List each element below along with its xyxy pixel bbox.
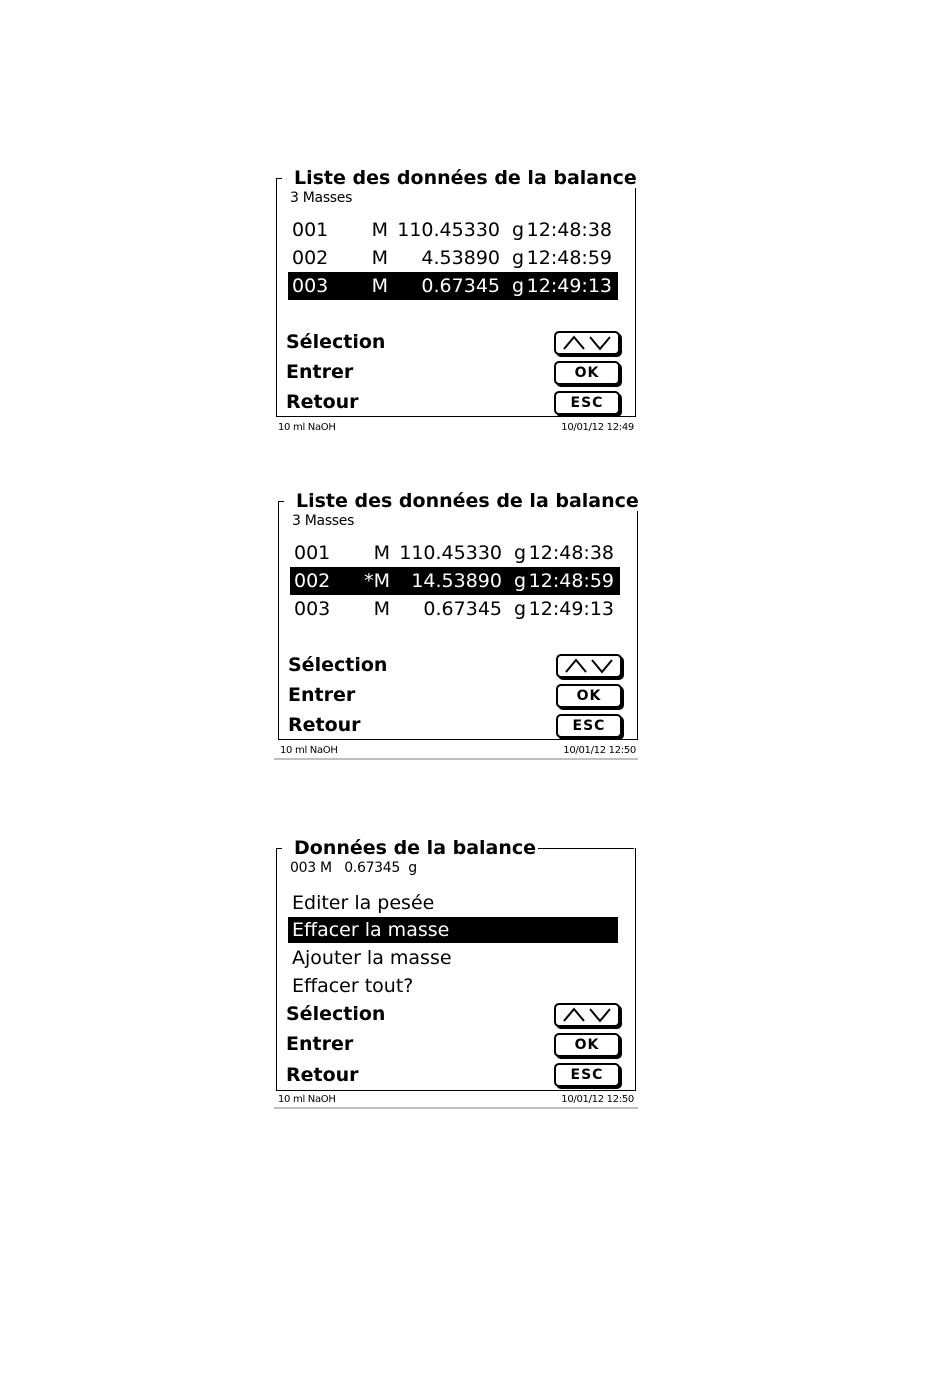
screen-subtitle: 3 Masses [290, 190, 353, 206]
screen-title: Données de la balance [294, 837, 537, 859]
ok-button[interactable]: OK [554, 361, 620, 385]
ok-button[interactable]: OK [554, 1033, 620, 1057]
row-time: 12:48:59 [526, 247, 612, 269]
screen-balance-options [276, 838, 638, 1112]
row-flag: M [373, 542, 390, 564]
row-index: 002 [294, 570, 331, 592]
row-unit: g [512, 247, 525, 269]
table-row-selected[interactable] [288, 272, 618, 300]
back-label: Retour [286, 391, 359, 413]
status-datetime: 10/01/12 12:49 [561, 422, 634, 433]
row-unit: g [514, 598, 527, 620]
row-time: 12:48:38 [526, 219, 612, 241]
row-index: 001 [294, 542, 331, 564]
divider [274, 1107, 638, 1109]
row-index: 001 [292, 219, 329, 241]
row-index: 002 [292, 247, 329, 269]
screen-subtitle: 003 M 0.67345 g [290, 860, 417, 876]
arrow-keys-button[interactable] [556, 654, 622, 678]
row-time: 12:48:59 [528, 570, 614, 592]
screen-balance-list-2 [278, 491, 640, 763]
status-datetime: 10/01/12 12:50 [563, 745, 636, 756]
menu-item-delete-mass[interactable]: Effacer la masse [288, 917, 618, 943]
row-flag: M [371, 275, 388, 297]
select-label: Sélection [286, 331, 386, 353]
esc-button[interactable]: ESC [556, 714, 622, 738]
screen-balance-list-1 [276, 168, 638, 438]
row-index: 003 [292, 275, 329, 297]
row-unit: g [512, 219, 525, 241]
arrow-keys-button[interactable] [554, 1003, 620, 1027]
row-time: 12:49:13 [528, 598, 614, 620]
row-value: 4.53890 [421, 247, 500, 269]
divider [274, 758, 638, 760]
table-row[interactable] [288, 216, 618, 244]
status-method: 10 ml NaOH [278, 1094, 336, 1105]
row-time: 12:49:13 [526, 275, 612, 297]
ok-button[interactable]: OK [556, 684, 622, 708]
esc-button[interactable]: ESC [554, 391, 620, 415]
back-label: Retour [288, 714, 361, 736]
status-datetime: 10/01/12 12:50 [561, 1094, 634, 1105]
row-unit: g [512, 275, 525, 297]
arrow-up-down-icon [560, 335, 614, 351]
menu-item-delete-all[interactable]: Effacer tout? [292, 975, 414, 997]
screen-subtitle: 3 Masses [292, 513, 355, 529]
arrow-up-down-icon [560, 1007, 614, 1023]
arrow-up-down-icon [562, 658, 616, 674]
row-flag: M [371, 247, 388, 269]
row-value: 110.45330 [399, 542, 502, 564]
row-flag: M [371, 219, 388, 241]
row-unit: g [514, 542, 527, 564]
arrow-keys-button[interactable] [554, 331, 620, 355]
row-unit: g [514, 570, 527, 592]
enter-label: Entrer [286, 361, 354, 383]
menu-item-edit-weighing[interactable]: Editer la pesée [292, 892, 435, 914]
screen-title: Liste des données de la balance [294, 167, 637, 189]
row-time: 12:48:38 [528, 542, 614, 564]
row-value: 110.45330 [397, 219, 500, 241]
enter-label: Entrer [288, 684, 356, 706]
select-label: Sélection [288, 654, 388, 676]
table-row-selected[interactable] [290, 567, 620, 595]
row-value: 0.67345 [423, 598, 502, 620]
table-row[interactable] [290, 595, 620, 623]
select-label: Sélection [286, 1003, 386, 1025]
status-method: 10 ml NaOH [280, 745, 338, 756]
table-row[interactable] [290, 539, 620, 567]
table-row[interactable] [288, 244, 618, 272]
row-index: 003 [294, 598, 331, 620]
esc-button[interactable]: ESC [554, 1063, 620, 1087]
row-flag: *M [364, 570, 390, 592]
row-value: 14.53890 [411, 570, 502, 592]
menu-item-add-mass[interactable]: Ajouter la masse [292, 947, 452, 969]
row-flag: M [373, 598, 390, 620]
row-value: 0.67345 [421, 275, 500, 297]
enter-label: Entrer [286, 1033, 354, 1055]
status-method: 10 ml NaOH [278, 422, 336, 433]
back-label: Retour [286, 1064, 359, 1086]
screen-title: Liste des données de la balance [296, 490, 639, 512]
